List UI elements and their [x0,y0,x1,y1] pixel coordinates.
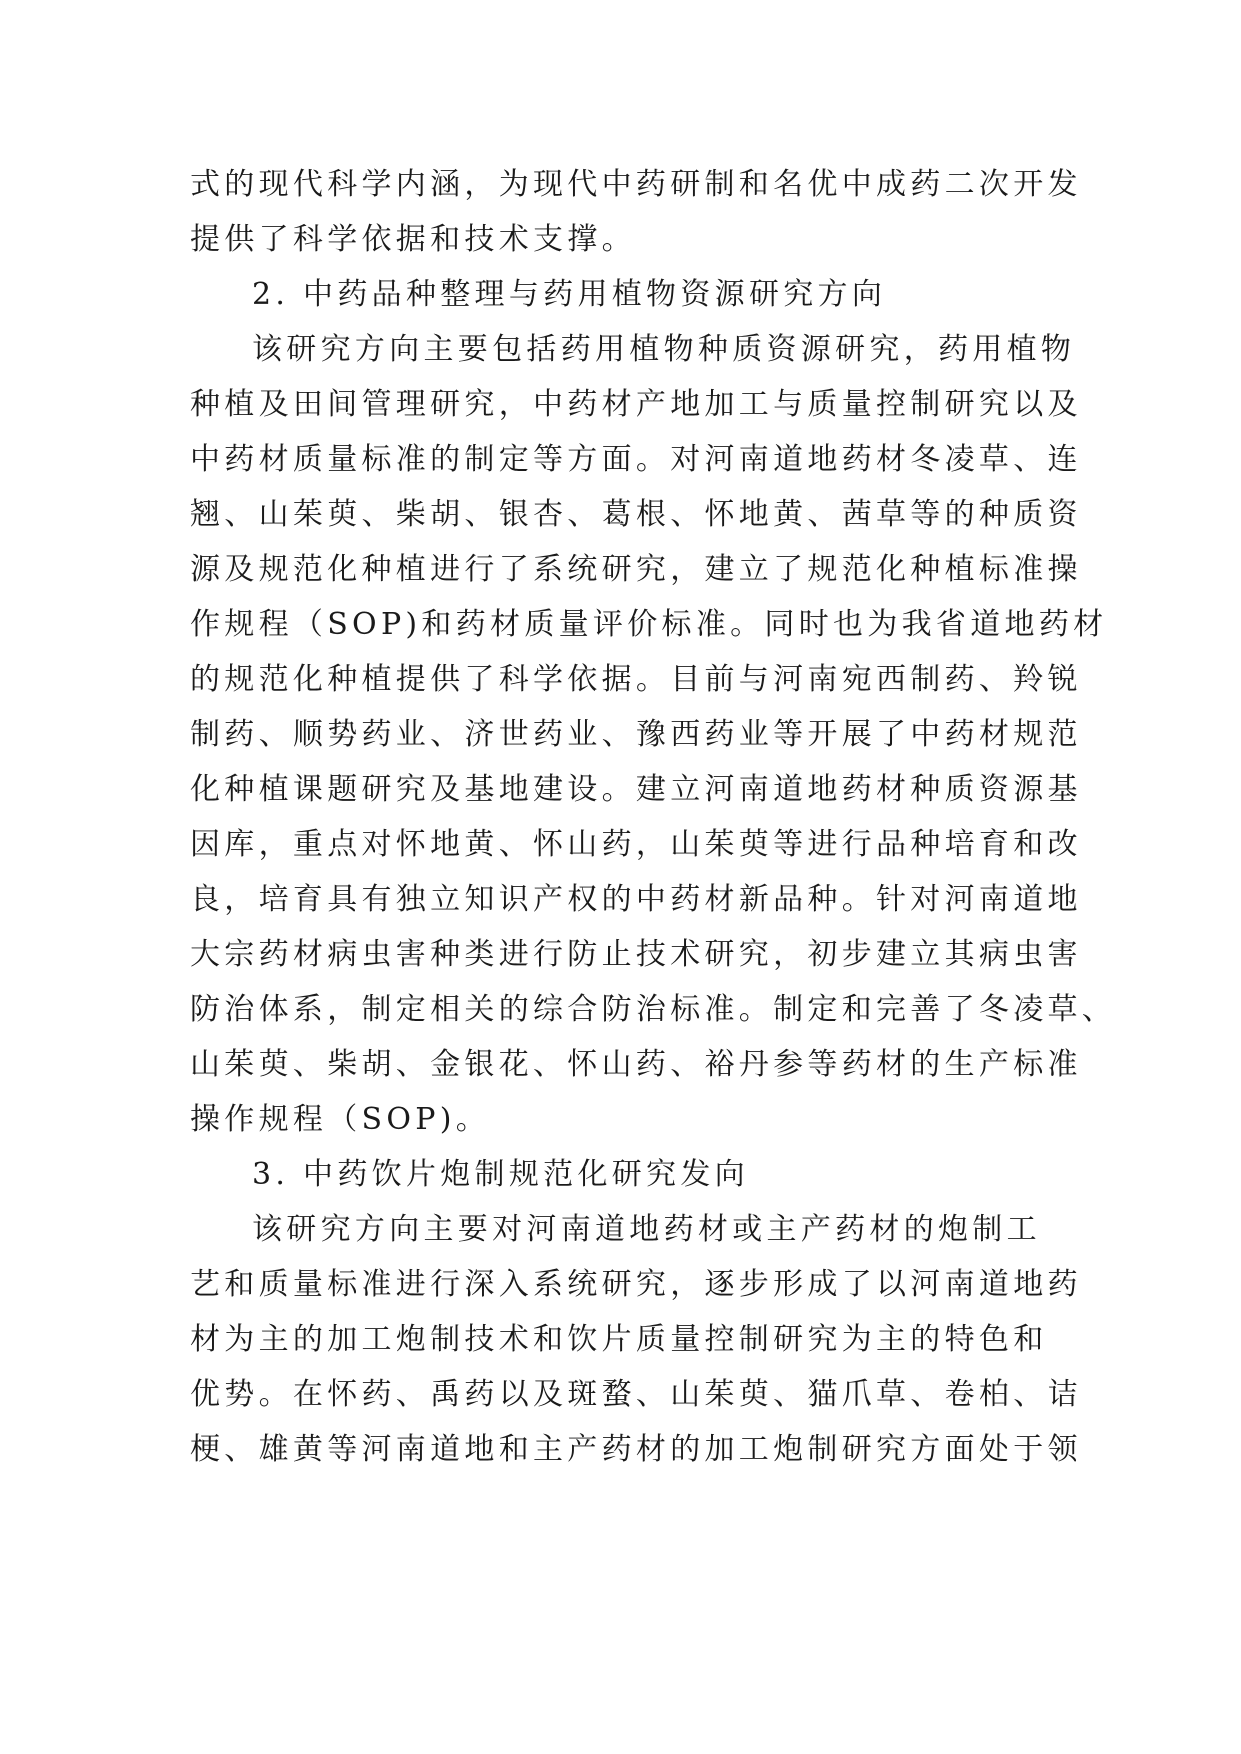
text-line: 梗、雄黄等河南道地和主产药材的加工炮制研究方面处于领 [190,1432,1082,1467]
text-line: 提供了科学依据和技术支撑。 [190,222,636,257]
text-line: 良，培育具有独立知识产权的中药材新品种。针对河南道地 [190,882,1082,917]
text-line: 源及规范化种植进行了系统研究，建立了规范化种植标准操 [190,552,1082,587]
text-line: 作规程（SOP)和药材质量评价标准。同时也为我省道地药材 [190,607,1108,642]
text-line: 大宗药材病虫害种类进行防止技术研究，初步建立其病虫害 [190,937,1082,972]
text-line: 化种植课题研究及基地建设。建立河南道地药材种质资源基 [190,772,1082,807]
text-line: 因库，重点对怀地黄、怀山药，山茱萸等进行品种培育和改 [190,827,1082,862]
paragraph-start-line: 该研究方向主要包括药用植物种质资源研究，药用植物 [252,332,1076,367]
text-line: 优势。在怀药、禹药以及斑蝥、山茱萸、猫爪草、卷柏、诘 [190,1377,1082,1412]
text-line: 山茱萸、柴胡、金银花、怀山药、裕丹参等药材的生产标准 [190,1047,1082,1082]
text-line: 种植及田间管理研究，中药材产地加工与质量控制研究以及 [190,387,1082,422]
text-line: 制药、顺势药业、济世药业、豫西药业等开展了中药材规范 [190,717,1082,752]
text-line: 中药材质量标准的制定等方面。对河南道地药材冬凌草、连 [190,442,1082,477]
text-line: 防治体系，制定相关的综合防治标准。制定和完善了冬凌草、 [190,992,1117,1027]
body-text [190,157,1117,1477]
text-line: 材为主的加工炮制技术和饮片质量控制研究为主的特色和 [190,1322,1048,1357]
text-line: 翘、山茱萸、柴胡、银杏、葛根、怀地黄、茜草等的种质资 [190,497,1082,532]
text-line: 操作规程（SOP)。 [190,1102,491,1137]
section-heading: 3. 中药饮片炮制规范化研究发向 [252,1157,749,1192]
text-line: 的规范化种植提供了科学依据。目前与河南宛西制药、羚锐 [190,662,1082,697]
section-heading: 2. 中药品种整理与药用植物资源研究方向 [252,277,887,312]
text-line: 艺和质量标准进行深入系统研究，逐步形成了以河南道地药 [190,1267,1082,1302]
paragraph-start-line: 该研究方向主要对河南道地药材或主产药材的炮制工 [252,1212,1041,1247]
text-line: 式的现代科学内涵，为现代中药研制和名优中成药二次开发 [190,167,1082,202]
